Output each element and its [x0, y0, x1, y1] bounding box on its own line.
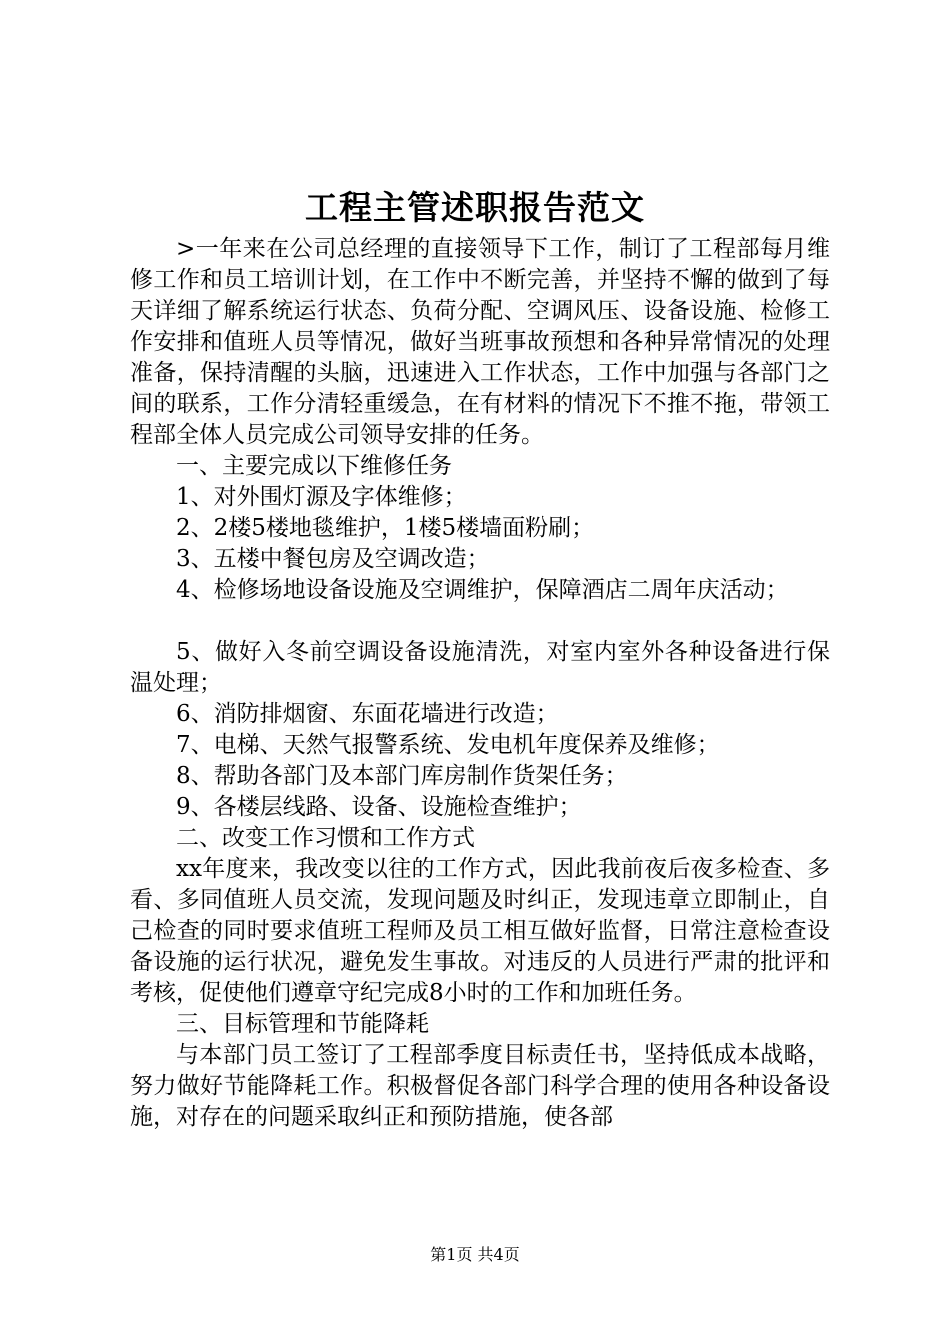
list-item: 3、五楼中餐包房及空调改造； — [176, 546, 490, 572]
paragraph-work-method: xx年度来，我改变以往的工作方式，因此我前夜后夜多检查、多看、多同值班人员交流，发现问题及时纠正，发现违章立即制止，自己检查的同时要求值班工程师及员工相互做好监督，日常注意检查设备设施的运行状况，避免发生事故。对违反的人员进行严肃的批评和考核，促使他们遵章守纪完成8小时的工作和加班任务。 — [130, 856, 830, 1006]
list-item: 5、做好入冬前空调设备设施清洗，对室内室外各种设备进行保温处理； — [130, 639, 830, 696]
document-title: 工程主管述职报告范文 — [305, 188, 645, 227]
page-footer: 第1页 共4页 — [430, 1245, 520, 1264]
list-item: 7、电梯、天然气报警系统、发电机年度保养及维修； — [176, 732, 720, 758]
list-item: 9、各楼层线路、设备、设施检查维护； — [176, 794, 582, 820]
section-heading-1: 一、主要完成以下维修任务 — [176, 453, 452, 479]
list-item: 1、对外围灯源及字体维修； — [176, 484, 467, 510]
section-heading-2: 二、改变工作习惯和工作方式 — [176, 825, 475, 851]
list-item: 4、检修场地设备设施及空调维护，保障酒店二周年庆活动； — [176, 577, 789, 603]
paragraph-intro: >一年来在公司总经理的直接领导下工作，制订了工程部每月维修工作和员工培训计划，在工作中不断完善，并坚持不懈的做到了每天详细了解系统运行状态、负荷分配、空调风压、设备设施、检修工作安排和值班人员等情况，做好当班事故预想和各种异常情况的处理准备，保持清醒的头脑，迅速进入工作状态，工作中加强与各部门之间的联系，工作分清轻重缓急，在有材料的情况下不推不拖，带领工程部全体人员完成公司领导安排的任务。 — [130, 236, 830, 448]
paragraph-energy-saving: 与本部门员工签订了工程部季度目标责任书，坚持低成本战略，努力做好节能降耗工作。积极督促各部门科学合理的使用各种设备设施，对存在的问题采取纠正和预防措施，使各部 — [130, 1042, 830, 1130]
list-item: 6、消防排烟窗、东面花墙进行改造； — [176, 701, 559, 727]
list-item: 8、帮助各部门及本部门库房制作货架任务； — [176, 763, 628, 789]
section-heading-3: 三、目标管理和节能降耗 — [176, 1011, 429, 1037]
list-item: 2、2楼5楼地毯维护，1楼5楼墙面粉刷； — [176, 515, 595, 541]
document-body — [130, 234, 830, 1133]
